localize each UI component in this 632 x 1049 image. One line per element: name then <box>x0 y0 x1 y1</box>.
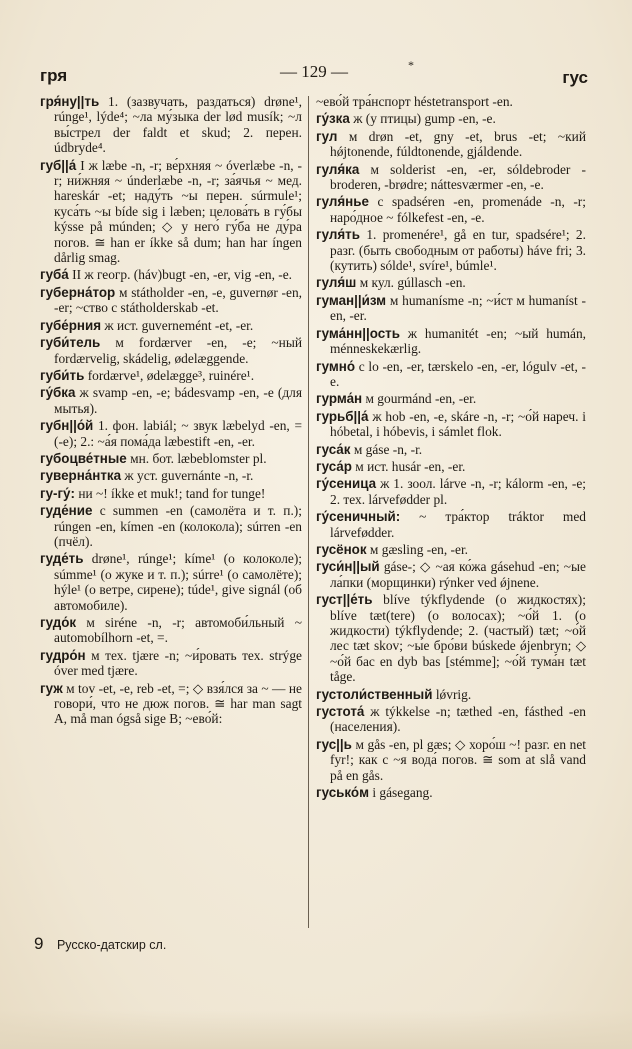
dictionary-entry <box>40 335 302 366</box>
dictionary-entry <box>316 194 586 225</box>
entry-headword: губе́рния <box>40 317 102 333</box>
dictionary-entry <box>316 687 586 702</box>
dictionary-entry <box>316 359 586 390</box>
entry-headword: гуля́нье <box>316 194 369 210</box>
entry-headword: густ||е́ть <box>316 592 373 608</box>
page-footer <box>34 934 594 954</box>
print-mark: * <box>408 58 414 72</box>
entry-definition: с lo -en, -er, tærskelo -en, -er, lógulv -et, -e. <box>330 358 586 389</box>
dictionary-entry <box>316 559 586 590</box>
dictionary-entry <box>316 227 586 273</box>
guide-word-right: гус <box>562 68 588 87</box>
entry-definition: I ж læbe -n, -r; ве́рхняя ~ óverlæbe -n, -r; ни́жняя ~ únderlæbe -n, -r; за́ячья ~ мед. hareskár -et; наду́ть ~ы перен. súrmule¹; куса́ть ~ы bíde sig i læben; целова́ть в гу́бы kýsse på múnden; ◇ у него́ гу́ба не ду́ра погов. ≅ han er íkke så dum; han har íngen dårlig smag. <box>54 157 303 266</box>
entry-headword: гу́сеничный: <box>316 509 401 525</box>
dictionary-entry <box>316 162 586 193</box>
entry-headword: гу́бка <box>40 385 76 401</box>
entry-headword: губи́ть <box>40 367 85 383</box>
dictionary-entry <box>316 476 586 507</box>
dictionary-entry <box>40 681 302 727</box>
entry-definition: II ж геогр. (háv)bugt -en, -er, vig -en, -e. <box>72 267 293 283</box>
dictionary-entry <box>316 737 586 783</box>
entry-definition: м кул. gúllasch -en. <box>359 275 466 291</box>
entry-headword: гусько́м <box>316 785 369 801</box>
dictionary-entry <box>40 551 302 613</box>
entry-definition: м siréne -n, -r; автомоби́льный ~ automobílhorn -et, =. <box>54 615 302 646</box>
column-divider <box>308 96 309 928</box>
entry-headword: гуля́ка <box>316 161 360 177</box>
dictionary-entry <box>316 459 586 474</box>
entry-definition: м gås -en, pl gæs; ◇ хоро́ш ~! разг. en net fyr!; как с ~я вода́ погов. ≅ som at slå vand på en gås. <box>330 736 586 783</box>
dictionary-entry <box>40 418 302 449</box>
dictionary-entry <box>40 285 302 316</box>
paper-edge <box>0 1010 632 1049</box>
dictionary-entry <box>316 542 586 557</box>
entry-definition: м fordærver -en, -e; ~ный fordærvelig, skádelig, ødelæggende. <box>54 335 302 366</box>
entry-headword: гурма́н <box>316 391 363 407</box>
entry-headword: гуса́к <box>316 441 351 457</box>
entry-headword: губоцве́тные <box>40 450 127 466</box>
entry-headword: гуман||и́зм <box>316 292 387 308</box>
entry-definition: ж svamp -en, -e; bádesvamp -en, -e (для мытья). <box>54 385 302 416</box>
entry-definition: м státholder -en, -e, guvernør -en, -er; ~ство с státholderskab -et. <box>54 284 302 316</box>
entry-definition: м gæsling -en, -er. <box>369 541 469 557</box>
entry-definition: м humanísme -n; ~и́ст м humaníst -en, -er. <box>330 292 587 324</box>
entry-definition: м ист. husár -en, -er. <box>355 458 466 474</box>
dictionary-entry <box>40 385 302 416</box>
entry-definition: i gásegang. <box>372 785 433 801</box>
dictionary-entry <box>40 368 302 383</box>
entry-headword: густоли́ственный <box>316 686 433 702</box>
entry-headword: гуде́ть <box>40 551 84 567</box>
dictionary-entry <box>316 326 586 357</box>
dictionary-entry <box>40 267 302 282</box>
entry-definition: ж уст. guvernánte -n, -r. <box>124 468 254 484</box>
entry-headword: гу́зка <box>316 111 350 127</box>
entry-headword: гума́нн||ость <box>316 325 400 341</box>
entry-definition: 1. promenére¹, gå en tur, spadsére¹; 2. разг. (быть свободным от работы) háve fri; 3. (кутить) sólde¹, svíre¹, búmle¹. <box>330 227 586 274</box>
entry-definition: lǿvrig. <box>435 686 472 702</box>
entry-headword: гуж <box>40 680 63 696</box>
dictionary-entry <box>40 158 302 266</box>
dictionary-entry <box>316 442 586 457</box>
dictionary-entry <box>316 704 586 735</box>
entry-headword: гусёнок <box>316 541 367 557</box>
right-column <box>316 94 586 802</box>
entry-definition: м gáse -n, -r. <box>353 441 423 457</box>
dictionary-entry <box>40 318 302 333</box>
entry-headword: губ||а́ <box>40 157 77 173</box>
entry-headword: гуса́р <box>316 458 352 474</box>
dictionary-entry <box>316 509 586 540</box>
entry-headword: гурьб||а́ <box>316 408 369 424</box>
entry-headword: гус||ь <box>316 736 352 752</box>
entry-definition: мн. бот. læbeblomster pl. <box>130 450 267 466</box>
dictionary-entry <box>40 486 302 501</box>
entry-definition: с spadséren -en, promenáde -n, -r; наро́дное ~ fólkefest -en, -e. <box>330 194 586 225</box>
entry-headword: гуля́ш <box>316 275 357 291</box>
dictionary-entry <box>316 391 586 406</box>
entry-definition: ж (у птицы) gump -en, -e. <box>353 111 496 127</box>
entry-headword: губа́ <box>40 267 69 283</box>
entry-definition: ж týkkelse -n; tæthed -en, fásthed -en (населения). <box>330 704 586 735</box>
signature-number: 9 <box>34 934 44 953</box>
dictionary-entry <box>316 293 586 324</box>
entry-definition: ж 1. зоол. lárve -n, -r; kálorm -en, -e; 2. тех. lárvefødder pl. <box>330 476 586 507</box>
dictionary-entry <box>316 592 586 684</box>
entry-headword: гудо́к <box>40 615 77 630</box>
dictionary-entry <box>40 503 302 549</box>
entry-definition: с summen -en (самолёта и т. п.); rúngen -en, kímen -en (колокола); súrren -en (пчёл). <box>54 503 302 549</box>
entry-definition: м drøn -et, gny -et, brus -et; ~кий hǿjtonende, fúldtonende, gjáldende. <box>330 128 586 160</box>
entry-definition: drøne¹, rúnge¹; kíme¹ (о колоколе); súmme¹ (о жуке и т. п.); súrre¹ (о самолёте); hýle¹ (о ветре, сирене); túde¹, give signál (об автомобиле). <box>54 551 302 613</box>
left-column <box>40 94 302 729</box>
entry-headword: гуси́н||ый <box>316 559 380 575</box>
entry-definition: ~ево́й тра́нспорт héstetransport -en. <box>316 94 513 109</box>
entry-definition: ж humanitét -en; ~ый humán, ménneskekærlig. <box>330 325 586 357</box>
dictionary-entry <box>316 111 586 126</box>
entry-definition: ж hob -en, -e, skáre -n, -r; ~о́й нареч. i hóbetal, i hóbevis, i sámlet flok. <box>330 408 586 440</box>
entry-headword: гу́сеница <box>316 476 377 492</box>
entry-definition: м gourmánd -en, -er. <box>365 391 477 407</box>
dictionary-entry <box>40 94 302 156</box>
dictionary-entry <box>316 409 586 440</box>
entry-headword: губн||о́й <box>40 418 94 434</box>
dictionary-entry <box>40 615 302 646</box>
entry-headword: гумно́ <box>316 358 356 374</box>
entry-headword: гудро́н <box>40 647 86 663</box>
dictionary-entry <box>40 468 302 483</box>
dictionary-entry <box>316 129 586 160</box>
signature-text: Русско-датскир сл. <box>56 938 167 952</box>
entry-definition: fordærve¹, ødelægge³, ruinére¹. <box>87 367 255 383</box>
page-header <box>40 58 588 88</box>
entry-definition: gáse-; ◇ ~ая ко́жа gásehud -en; ~ые ла́пки (морщинки) rýnker ved ǿjnene. <box>330 559 586 590</box>
entry-headword: губерна́тор <box>40 284 116 300</box>
entry-headword: гуля́ть <box>316 227 360 243</box>
entry-definition: м solderist -en, -er, sóldebroder -broderen, -brødre; náttesværmer -en, -e. <box>330 161 586 193</box>
guide-word-left: гря <box>40 66 68 85</box>
entry-definition: 1. (зазвучать, раздаться) drøne¹, rúnge¹, lýde⁴; ~ла му́зыка der lød musík; ~л вы́стрел der faldt et skud; 2. перен. údbryde⁴. <box>54 94 302 156</box>
dictionary-entry <box>316 94 586 109</box>
entry-headword: гу-гу́: <box>40 485 75 501</box>
entry-headword: гуде́ние <box>40 503 93 519</box>
entry-headword: гря́ну||ть <box>40 94 100 109</box>
entry-headword: гул <box>316 128 338 144</box>
entry-headword: гуверна́нтка <box>40 468 122 484</box>
dictionary-entry <box>316 275 586 290</box>
entry-definition: ~ тра́ктор tráktor med lárvefødder. <box>330 509 586 540</box>
entry-definition: blíve týkflydende (о жидкостях); blíve tæt(tere) (о волосах); ~о́й 1. (о жидкости) týkflydende; 2. (частый) tæt; ~о́й лес tæt skov; ~ы́е бро́ви búskede ǿjenbryn; ◇ ~о́й бас en dyb bas [stémme]; ~о́й тума́н tæt tåge. <box>330 592 586 685</box>
entry-definition: м tov -et, -e, reb -et, =; ◇ взя́лся за ~ — не говори́, что не дюж погов. ≅ har man sagt A, må man ógså sige B; ~ево́й: <box>54 680 302 727</box>
dictionary-entry <box>316 785 586 800</box>
entry-headword: губи́тель <box>40 335 101 351</box>
entry-definition: ж ист. guvernemént -et, -er. <box>104 317 254 333</box>
entry-definition: м тех. tjære -n; ~и́ровать тех. strýge óver med tjære. <box>54 647 302 679</box>
page-number: — 129 — <box>280 62 348 81</box>
entry-definition: ни ~! íkke et muk!; tand for tunge! <box>78 485 266 501</box>
dictionary-entry <box>40 648 302 679</box>
dictionary-entry <box>40 451 302 466</box>
entry-headword: густота́ <box>316 704 365 720</box>
entry-definition: 1. фон. labiál; ~ звук læbelyd -en, = (-e); 2.: ~а́я пома́да læbestift -en, -er. <box>54 418 302 449</box>
